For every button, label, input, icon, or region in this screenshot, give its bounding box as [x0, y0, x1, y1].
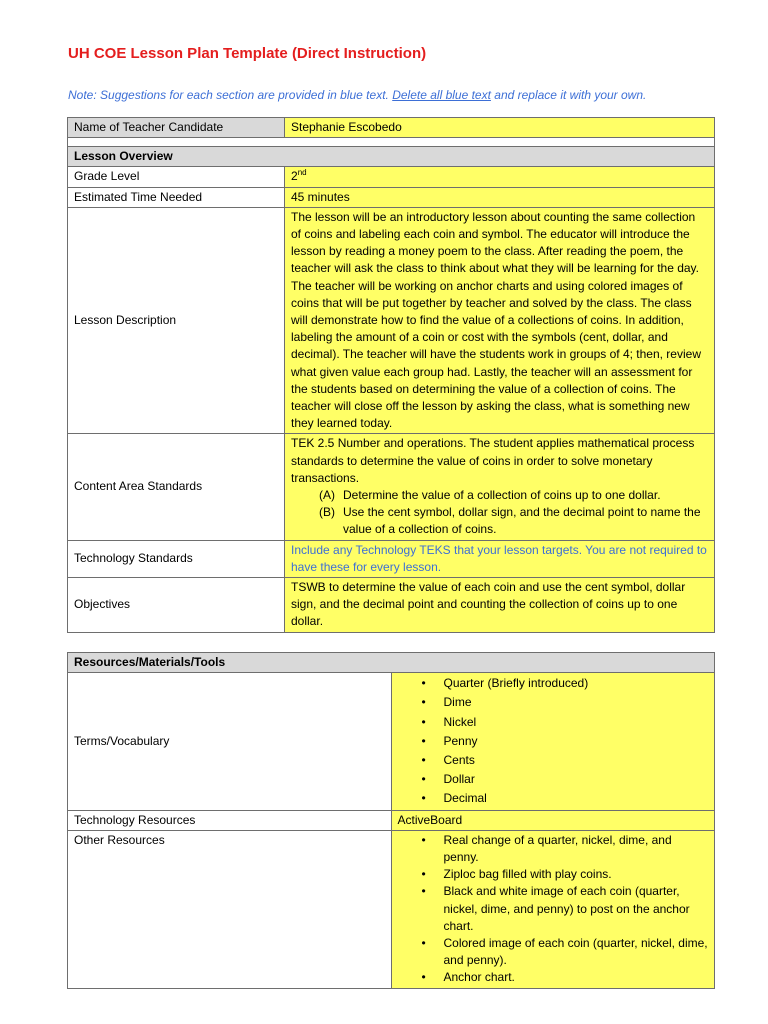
other-resources-row: [68, 830, 715, 988]
spacer-row: [68, 138, 715, 147]
standard-marker: (B): [319, 505, 335, 520]
lesson-overview-table: [67, 117, 715, 633]
resources-heading: Resources/Materials/Tools: [68, 653, 715, 673]
overview-header-row: [68, 147, 715, 167]
content-standards-row: [68, 434, 715, 540]
note-suffix: and replace it with your own.: [490, 88, 647, 102]
tech-standards-row: [68, 540, 715, 577]
overview-heading: Lesson Overview: [68, 147, 715, 167]
term-item: • Cents: [444, 751, 709, 770]
grade-label: Grade Level: [68, 167, 285, 187]
document-title: UH COE Lesson Plan Template (Direct Instruction): [68, 45, 427, 62]
objectives-row: [68, 578, 715, 633]
tech-resources-row: [68, 810, 715, 830]
other-resources-label: Other Resources: [68, 830, 392, 988]
term-item: • Decimal: [444, 789, 709, 808]
resource-item: • Real change of a quarter, nickel, dime, and penny.: [444, 832, 709, 866]
grade-number: 2: [291, 169, 298, 184]
description-label: Lesson Description: [68, 207, 285, 434]
other-resources-value: [391, 830, 715, 988]
note-emphasis: Delete all blue text: [392, 88, 491, 102]
tech-resources-label: Technology Resources: [68, 810, 392, 830]
term-item: • Nickel: [444, 713, 709, 732]
tech-standards-label: Technology Standards: [68, 540, 285, 577]
teacher-value: Stephanie Escobedo: [285, 118, 715, 138]
time-label: Estimated Time Needed: [68, 187, 285, 207]
grade-suffix: nd: [297, 168, 307, 178]
term-item: • Dime: [444, 693, 709, 712]
tech-standards-value: Include any Technology TEKS that your lesson targets. You are not required to have these for every lesson.: [285, 540, 715, 577]
note-prefix: Note: Suggestions for each section are provided in blue text.: [68, 88, 393, 102]
resources-header-row: [68, 653, 715, 673]
objectives-value: TSWB to determine the value of each coin and use the cent symbol, dollar sign, and the decimal point and counting the collection of coins up to one dollar.: [285, 578, 715, 633]
time-row: [68, 187, 715, 207]
standard-item: [319, 504, 708, 538]
standard-text: Determine the value of a collection of coins up to one dollar.: [343, 488, 661, 503]
resource-item: • Ziploc bag filled with play coins.: [444, 866, 709, 883]
terms-label: Terms/Vocabulary: [68, 673, 392, 810]
content-standards-value: [285, 434, 715, 540]
grade-row: [68, 167, 715, 187]
terms-list: [398, 674, 709, 808]
content-standards-list: [291, 487, 708, 539]
description-row: [68, 207, 715, 434]
spacer-cell: [68, 138, 715, 147]
resources-table: [67, 652, 715, 989]
description-value: The lesson will be an introductory lesson about counting the same collection of coins and labeling each coin and symbol. The educator will introduce the lesson by reading a money poem to the class. After reading the poem, the teacher will ask the class to think about what they will be learning for the day. The teacher will be working on anchor charts and using colored images of coins that will be put together by teacher and solved by the class. The class will demonstrate how to find the value of a collections of coins. In addition, labeling the amount of a coin or cost with the symbols (cent, dollar, and decimal). The teacher will have the students work in groups of 4; then, review what given value each group had. Lastly, the teacher will an assessment for the students based on determining the value of a collection of coins. The teacher will close off the lesson by asking the class, what is something new they learned today.: [285, 207, 715, 434]
standard-item: [319, 487, 708, 504]
teacher-label: Name of Teacher Candidate: [68, 118, 285, 138]
resource-item: • Colored image of each coin (quarter, nickel, dime, and penny).: [444, 935, 709, 969]
term-item: • Quarter (Briefly introduced): [444, 674, 709, 693]
content-standards-intro: TEK 2.5 Number and operations. The student applies mathematical process standards to determine the value of coins in order to solve monetary transactions.: [291, 436, 695, 485]
tech-resources-value: ActiveBoard: [391, 810, 715, 830]
other-resources-list: [398, 832, 709, 987]
time-value: 45 minutes: [285, 187, 715, 207]
terms-row: [68, 673, 715, 810]
terms-value: [391, 673, 715, 810]
resource-item: • Black and white image of each coin (quarter, nickel, dime, and penny) to post on the anchor chart.: [444, 883, 709, 935]
term-item: • Dollar: [444, 770, 709, 789]
term-item: • Penny: [444, 732, 709, 751]
teacher-row: [68, 118, 715, 138]
standard-marker: (A): [319, 488, 335, 503]
resource-item: • Anchor chart.: [444, 969, 709, 986]
standard-text: Use the cent symbol, dollar sign, and the decimal point to name the value of a collection of coins.: [343, 505, 701, 537]
instruction-note: [68, 88, 646, 102]
content-standards-label: Content Area Standards: [68, 434, 285, 540]
objectives-label: Objectives: [68, 578, 285, 633]
grade-value: [285, 167, 715, 187]
